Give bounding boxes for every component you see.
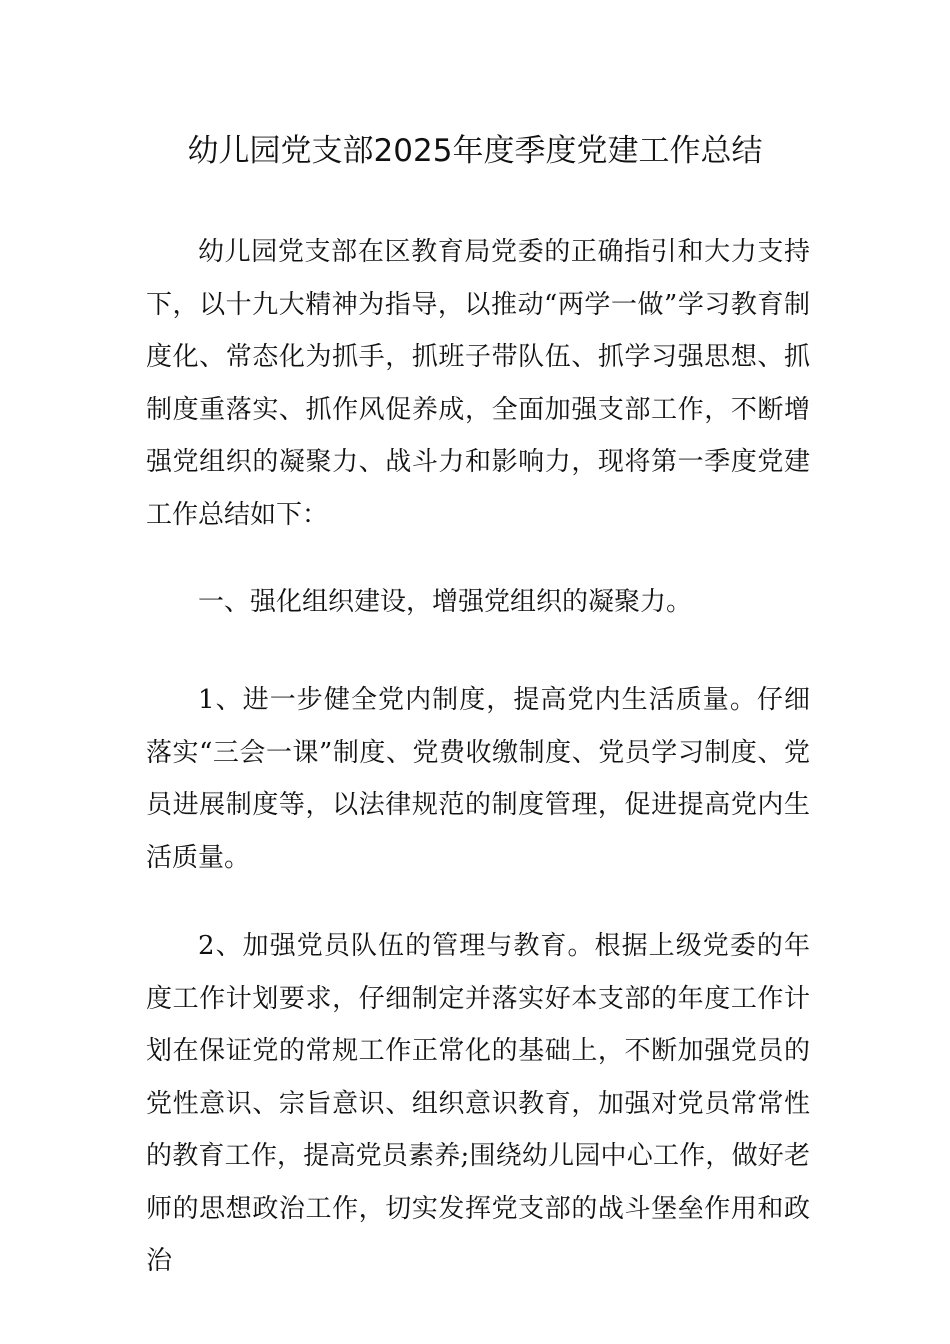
section-item-2: 2、加强党员队伍的管理与教育。根据上级党委的年度工作计划要求，仔细制定并落实好本支部的年度工作计划在保证党的常规工作正常化的基础上，不断加强党员的党性意识、宗旨意识、组织意识教育，加强对党员常常性的教育工作，提高党员素养;围绕幼儿园中心工作，做好老师的思想政治工作，切实发挥党支部的战斗堡垒作用和政治 — [146, 931, 810, 1276]
section-heading-1: 一、强化组织建设，增强党组织的凝聚力。 — [198, 587, 693, 617]
document-title: 幼儿园党支部2025年度季度党建工作总结 — [187, 133, 763, 169]
section-item-1: 1、进一步健全党内制度，提高党内生活质量。仔细落实“三会一课”制度、党费收缴制度、党员学习制度、党员进展制度等，以法律规范的制度管理，促进提高党内生活质量。 — [146, 685, 810, 873]
intro-paragraph: 幼儿园党支部在区教育局党委的正确指引和大力支持下，以十九大精神为指导，以推动“两学一做”学习教育制度化、常态化为抓手，抓班子带队伍、抓学习强思想、抓制度重落实、抓作风促养成，全面加强支部工作，不断增强党组织的凝聚力、战斗力和影响力，现将第一季度党建工作总结如下： — [146, 237, 810, 530]
